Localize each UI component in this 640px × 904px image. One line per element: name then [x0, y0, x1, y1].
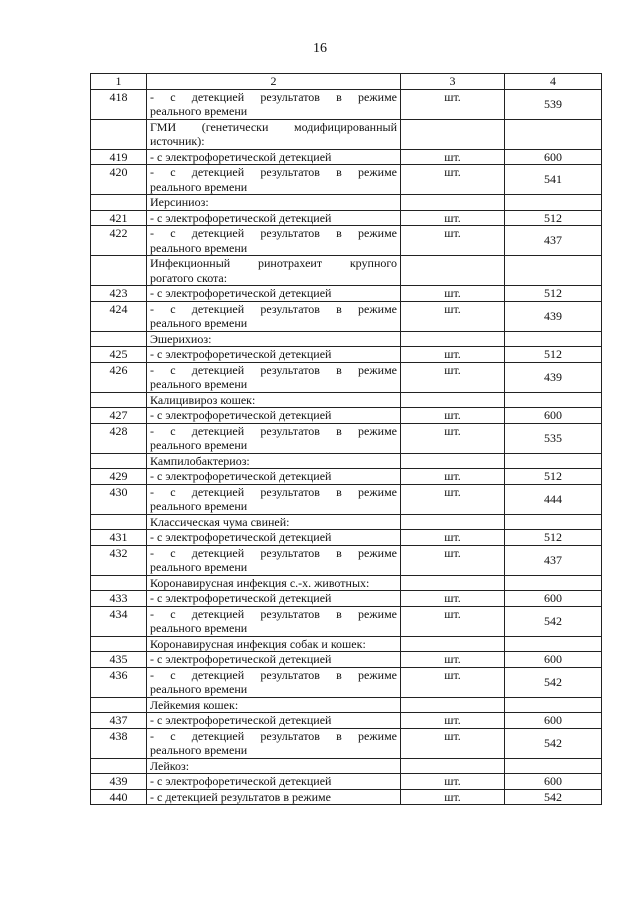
- description-cell: [147, 758, 401, 774]
- table-row: [91, 530, 602, 546]
- description-line: ГМИ (генетически модифицированный: [150, 119, 397, 134]
- unit-cell: шт.: [401, 713, 505, 729]
- price-cell: 439: [505, 362, 602, 392]
- price-cell: [505, 514, 602, 530]
- description-line: реального времени: [150, 104, 248, 118]
- price-table: [90, 73, 602, 805]
- unit-cell: шт.: [401, 362, 505, 392]
- table-row: [91, 728, 602, 758]
- description-line: - с детекцией результатов в режиме: [150, 484, 397, 499]
- description-cell: [147, 697, 401, 713]
- price-cell: 542: [505, 606, 602, 636]
- description-cell: [147, 301, 401, 331]
- description-cell: [147, 728, 401, 758]
- unit-cell: шт.: [401, 728, 505, 758]
- description-cell: [147, 667, 401, 697]
- description-cell: [147, 774, 401, 790]
- description-cell: [147, 362, 401, 392]
- unit-cell: шт.: [401, 789, 505, 805]
- unit-cell: шт.: [401, 286, 505, 302]
- unit-cell: [401, 514, 505, 530]
- unit-cell: шт.: [401, 545, 505, 575]
- description-cell: [147, 256, 401, 286]
- description-line: реального времени: [150, 621, 248, 635]
- description-line: - с детекцией результатов в режиме: [150, 165, 397, 179]
- row-number-cell: [91, 514, 147, 530]
- unit-cell: шт.: [401, 652, 505, 668]
- price-cell: [505, 758, 602, 774]
- price-cell: [505, 392, 602, 408]
- price-cell: 535: [505, 423, 602, 453]
- description-cell: [147, 210, 401, 226]
- description-line: - с электрофоретической детекцией: [150, 774, 332, 788]
- description-line: - с детекцией результатов в режиме: [150, 789, 331, 804]
- row-number-cell: 429: [91, 469, 147, 485]
- unit-cell: [401, 392, 505, 408]
- price-cell: 542: [505, 667, 602, 697]
- description-cell: [147, 591, 401, 607]
- price-cell: 512: [505, 286, 602, 302]
- table-row: [91, 301, 602, 331]
- table-row: [91, 545, 602, 575]
- description-line: Иерсиниоз:: [150, 195, 209, 209]
- price-cell: 444: [505, 484, 602, 514]
- unit-cell: [401, 636, 505, 652]
- table-row: [91, 789, 602, 805]
- price-cell: 437: [505, 545, 602, 575]
- price-cell: 600: [505, 591, 602, 607]
- unit-cell: шт.: [401, 408, 505, 424]
- table-row: [91, 606, 602, 636]
- row-number-cell: [91, 453, 147, 469]
- description-line: Лейкемия кошек:: [150, 697, 239, 712]
- description-line: реального времени: [150, 682, 248, 696]
- table-row: [91, 591, 602, 607]
- description-cell: [147, 575, 401, 591]
- description-line: - с детекцией результатов в режиме: [150, 545, 397, 560]
- price-cell: 542: [505, 728, 602, 758]
- price-cell: 542: [505, 789, 602, 805]
- description-line: - с электрофоретической детекцией: [150, 530, 332, 544]
- row-number-cell: 427: [91, 408, 147, 424]
- table-row: [91, 408, 602, 424]
- description-cell: [147, 423, 401, 453]
- table-row: [91, 652, 602, 668]
- description-line: - с электрофоретической детекцией: [150, 286, 332, 300]
- category-row: [91, 331, 602, 347]
- description-cell: [147, 89, 401, 119]
- price-cell: [505, 195, 602, 211]
- description-cell: [147, 484, 401, 514]
- description-line: - с электрофоретической детекцией: [150, 591, 332, 605]
- category-row: [91, 195, 602, 211]
- price-cell: 600: [505, 774, 602, 790]
- row-number-cell: 431: [91, 530, 147, 546]
- column-header-1: 1: [91, 74, 147, 90]
- price-cell: [505, 331, 602, 347]
- row-number-cell: [91, 636, 147, 652]
- row-number-cell: [91, 575, 147, 591]
- row-number-cell: 424: [91, 301, 147, 331]
- row-number-cell: 419: [91, 149, 147, 165]
- price-cell: 512: [505, 530, 602, 546]
- row-number-cell: 440: [91, 789, 147, 805]
- table-header-row: [91, 74, 602, 90]
- row-number-cell: 435: [91, 652, 147, 668]
- row-number-cell: 436: [91, 667, 147, 697]
- table-row: [91, 774, 602, 790]
- row-number-cell: 426: [91, 362, 147, 392]
- description-line: Эшерихиоз:: [150, 331, 212, 346]
- row-number-cell: [91, 331, 147, 347]
- table-row: [91, 149, 602, 165]
- category-row: [91, 758, 602, 774]
- description-line: Коронавирусная инфекция собак и кошек:: [150, 636, 366, 651]
- row-number-cell: [91, 697, 147, 713]
- price-cell: 437: [505, 226, 602, 256]
- description-cell: [147, 165, 401, 195]
- row-number-cell: 434: [91, 606, 147, 636]
- unit-cell: [401, 119, 505, 149]
- description-cell: [147, 392, 401, 408]
- column-header-2: 2: [147, 74, 401, 90]
- table-row: [91, 286, 602, 302]
- unit-cell: шт.: [401, 423, 505, 453]
- price-cell: 541: [505, 165, 602, 195]
- description-line: рогатого скота:: [150, 270, 228, 285]
- unit-cell: шт.: [401, 226, 505, 256]
- price-cell: 600: [505, 408, 602, 424]
- table-row: [91, 347, 602, 363]
- row-number-cell: [91, 392, 147, 408]
- unit-cell: [401, 256, 505, 286]
- description-line: Инфекционный ринотрахеит крупного: [150, 256, 397, 270]
- description-line: - с электрофоретической детекцией: [150, 469, 332, 483]
- unit-cell: шт.: [401, 606, 505, 636]
- row-number-cell: 423: [91, 286, 147, 302]
- unit-cell: шт.: [401, 165, 505, 195]
- price-cell: 539: [505, 89, 602, 119]
- description-cell: [147, 789, 401, 805]
- unit-cell: [401, 758, 505, 774]
- unit-cell: шт.: [401, 149, 505, 165]
- price-cell: [505, 256, 602, 286]
- unit-cell: шт.: [401, 301, 505, 331]
- description-line: Калицивироз кошек:: [150, 392, 256, 407]
- description-cell: [147, 331, 401, 347]
- price-cell: 512: [505, 210, 602, 226]
- description-cell: [147, 119, 401, 149]
- description-line: - с детекцией результатов в режиме: [150, 301, 397, 316]
- unit-cell: [401, 195, 505, 211]
- description-cell: [147, 226, 401, 256]
- price-cell: 512: [505, 469, 602, 485]
- table-row: [91, 667, 602, 697]
- description-line: - с детекцией результатов в режиме: [150, 362, 397, 377]
- description-line: - с электрофоретической детекцией: [150, 408, 332, 422]
- table-row: [91, 469, 602, 485]
- row-number-cell: 418: [91, 89, 147, 119]
- description-line: источник):: [150, 134, 205, 148]
- description-cell: [147, 149, 401, 165]
- category-row: [91, 453, 602, 469]
- category-row: [91, 256, 602, 286]
- description-line: - с детекцией результатов в режиме: [150, 89, 397, 104]
- row-number-cell: 420: [91, 165, 147, 195]
- description-line: - с электрофоретической детекцией: [150, 347, 332, 361]
- description-cell: [147, 453, 401, 469]
- description-cell: [147, 469, 401, 485]
- row-number-cell: 425: [91, 347, 147, 363]
- description-line: - с детекцией результатов в режиме: [150, 667, 397, 682]
- description-line: Коронавирусная инфекция с.-х. животных:: [150, 575, 370, 590]
- row-number-cell: 438: [91, 728, 147, 758]
- price-cell: 600: [505, 652, 602, 668]
- unit-cell: [401, 453, 505, 469]
- description-line: реального времени: [150, 743, 248, 757]
- table-row: [91, 89, 602, 119]
- category-row: [91, 636, 602, 652]
- description-cell: [147, 606, 401, 636]
- description-cell: [147, 636, 401, 652]
- price-cell: 600: [505, 149, 602, 165]
- description-line: - с электрофоретической детекцией: [150, 652, 332, 666]
- unit-cell: [401, 331, 505, 347]
- unit-cell: шт.: [401, 89, 505, 119]
- unit-cell: [401, 575, 505, 591]
- description-line: - с детекцией результатов в режиме: [150, 606, 397, 621]
- description-line: - с электрофоретической детекцией: [150, 210, 332, 225]
- price-cell: 439: [505, 301, 602, 331]
- price-cell: [505, 636, 602, 652]
- row-number-cell: 428: [91, 423, 147, 453]
- description-line: реального времени: [150, 316, 248, 330]
- row-number-cell: [91, 758, 147, 774]
- description-cell: [147, 713, 401, 729]
- description-line: Кампилобактериоз:: [150, 453, 250, 468]
- description-line: реального времени: [150, 499, 248, 513]
- description-line: реального времени: [150, 560, 248, 574]
- table-row: [91, 362, 602, 392]
- table-row: [91, 713, 602, 729]
- description-cell: [147, 408, 401, 424]
- table-row: [91, 226, 602, 256]
- row-number-cell: 433: [91, 591, 147, 607]
- row-number-cell: [91, 119, 147, 149]
- table-row: [91, 484, 602, 514]
- description-line: - с детекцией результатов в режиме: [150, 226, 397, 240]
- price-cell: [505, 453, 602, 469]
- unit-cell: шт.: [401, 469, 505, 485]
- description-cell: [147, 286, 401, 302]
- price-cell: [505, 119, 602, 149]
- price-cell: 600: [505, 713, 602, 729]
- row-number-cell: 422: [91, 226, 147, 256]
- row-number-cell: 437: [91, 713, 147, 729]
- column-header-3: 3: [401, 74, 505, 90]
- unit-cell: шт.: [401, 484, 505, 514]
- table-body: [91, 89, 602, 805]
- row-number-cell: 432: [91, 545, 147, 575]
- price-cell: [505, 697, 602, 713]
- description-cell: [147, 195, 401, 211]
- category-row: [91, 392, 602, 408]
- description-line: реального времени: [150, 179, 248, 194]
- description-cell: [147, 652, 401, 668]
- row-number-cell: [91, 256, 147, 286]
- description-cell: [147, 530, 401, 546]
- row-number-cell: 421: [91, 210, 147, 226]
- category-row: [91, 575, 602, 591]
- description-line: реального времени: [150, 240, 248, 255]
- description-cell: [147, 514, 401, 530]
- column-header-4: 4: [505, 74, 602, 90]
- price-cell: [505, 575, 602, 591]
- unit-cell: шт.: [401, 530, 505, 546]
- unit-cell: шт.: [401, 774, 505, 790]
- description-cell: [147, 347, 401, 363]
- category-row: [91, 697, 602, 713]
- unit-cell: шт.: [401, 210, 505, 226]
- table-row: [91, 165, 602, 195]
- description-line: Классическая чума свиней:: [150, 514, 290, 529]
- row-number-cell: 439: [91, 774, 147, 790]
- row-number-cell: 430: [91, 484, 147, 514]
- description-line: реального времени: [150, 377, 248, 391]
- table-row: [91, 210, 602, 226]
- category-row: [91, 119, 602, 149]
- page-number: 16: [313, 41, 327, 56]
- description-cell: [147, 545, 401, 575]
- unit-cell: шт.: [401, 591, 505, 607]
- unit-cell: шт.: [401, 347, 505, 363]
- category-row: [91, 514, 602, 530]
- description-line: реального времени: [150, 438, 248, 452]
- description-line: - с электрофоретической детекцией: [150, 713, 332, 727]
- table-row: [91, 423, 602, 453]
- row-number-cell: [91, 195, 147, 211]
- description-line: - с детекцией результатов в режиме: [150, 423, 397, 438]
- price-cell: 512: [505, 347, 602, 363]
- description-line: Лейкоз:: [150, 758, 190, 773]
- unit-cell: шт.: [401, 667, 505, 697]
- description-line: - с электрофоретической детекцией: [150, 149, 332, 164]
- description-line: - с детекцией результатов в режиме: [150, 728, 397, 743]
- unit-cell: [401, 697, 505, 713]
